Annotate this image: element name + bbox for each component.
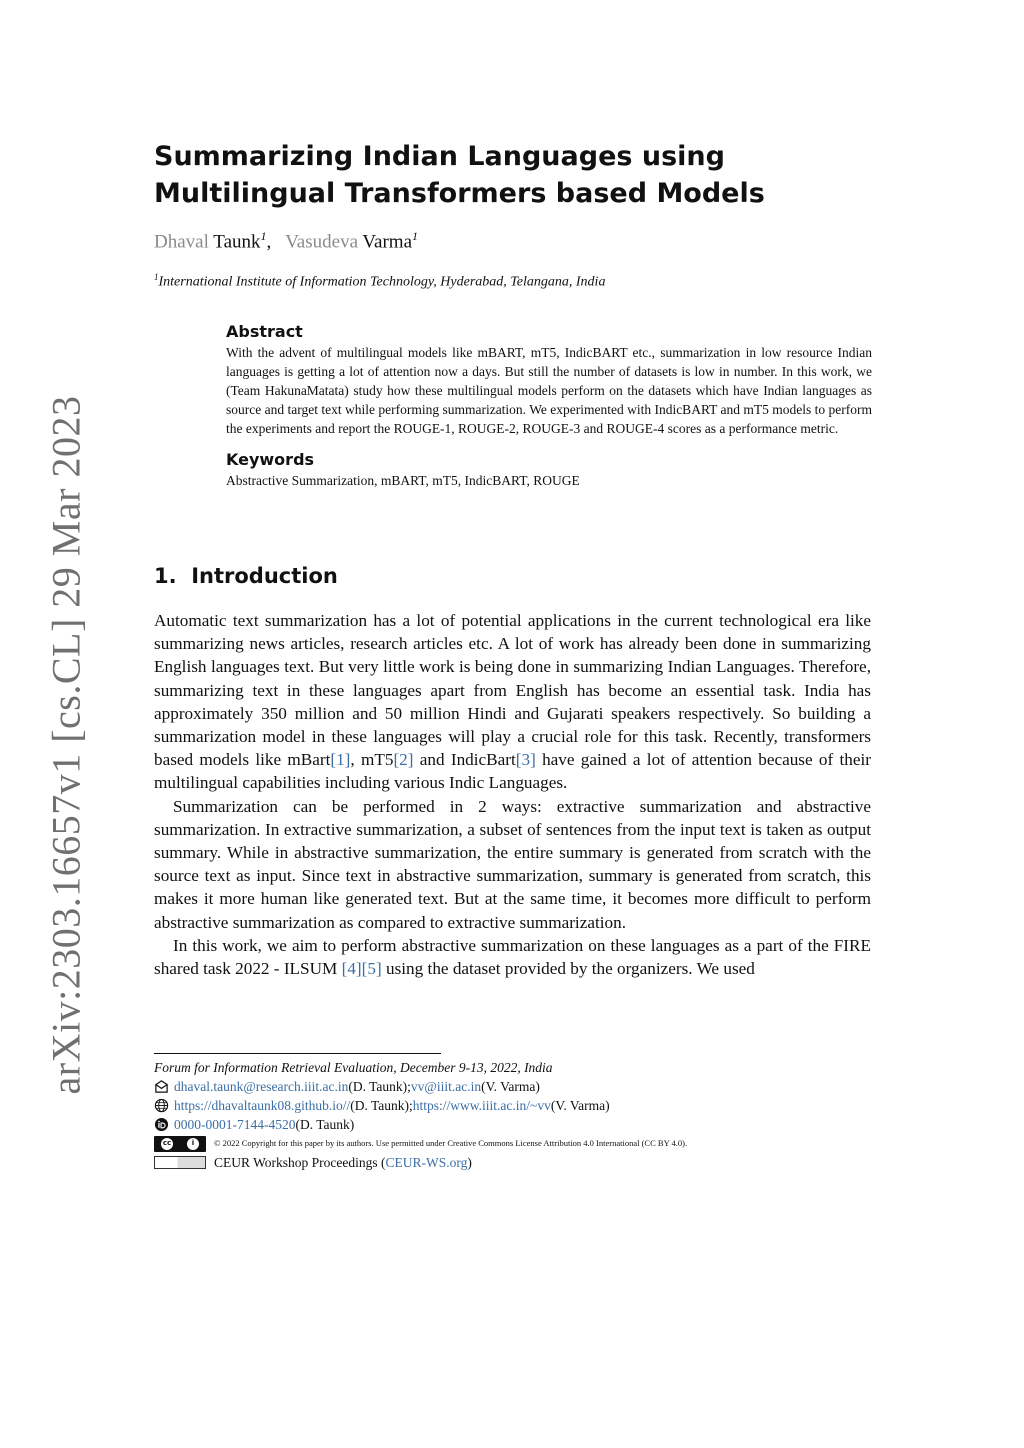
affiliation-text: International Institute of Information Technology, Hyderabad, Telangana, India [158,274,606,290]
ceur-logo-icon [154,1156,206,1169]
event-line: Forum for Information Retrieval Evaluation, December 9-13, 2022, India [154,1060,553,1075]
affiliation [154,272,605,291]
affiliation-mark: 1 [154,272,159,282]
url-line [154,1096,914,1115]
arxiv-identifier: arXiv:2303.16657v1 [cs.CL] 29 Mar 2023 [43,395,89,1095]
paragraph-text: and IndicBart [413,750,516,770]
envelope-icon [154,1079,169,1094]
abstract-heading: Abstract [226,322,303,341]
author-affil-mark: 1 [260,229,267,243]
url-owner: (V. Varma) [550,1098,610,1113]
footnotes [154,1058,914,1172]
copyright-text: © 2022 Copyright for this paper by its authors. Use permitted under Creative Commons License Attribution 4.0 International (CC BY 4.0). [214,1138,688,1148]
keywords-text: Abstractive Summarization, mBART, mT5, IndicBART, ROUGE [226,473,580,488]
author-last-name: Varma [362,231,413,253]
citation-link[interactable]: [5] [361,959,382,979]
keywords-heading: Keywords [226,450,315,469]
section-title: Introduction [191,564,338,588]
orcid-owner: (D. Taunk) [295,1117,355,1132]
citation-link[interactable]: [4] [341,959,362,979]
author-list: Dhaval Taunk$^1$, Vasudeva Varma$^1$ [154,229,419,253]
citation-link[interactable]: [3] [515,750,536,770]
citation-link[interactable]: [1] [330,750,351,770]
paragraph-text: have gained a lot of attention because of their multilingual capabilities including various Indic Languages. [154,750,871,793]
paper-title: Summarizing Indian Languages using Multilingual Transformers based Models [154,141,765,209]
email-owner: (V. Varma) [481,1079,540,1094]
paragraph: Summarization can be performed in 2 ways: extractive summarization and abstractive summarization. In extractive summarization, a subset of sentences from the input text is taken as output summary. While in abstractive summarization, the entire summary is generated from scratch with the source text as input. Since text in abstractive summarization, summary is generated from scratch, this makes it more human like generated text. But at the same time, it becomes more difficult to perform abstractive summarization as compared to extractive summarization. [154,796,871,932]
email-link[interactable]: vv@iiit.ac.in [410,1079,482,1094]
orcid-line [154,1115,914,1134]
paragraph [154,609,871,795]
homepage-link[interactable]: https://www.iiit.ac.in/~vv [412,1098,551,1113]
section-number: 1. [154,564,177,588]
paragraph-text: , mT5 [350,750,394,770]
email-link[interactable]: dhaval.taunk@research.iiit.ac.in [174,1079,349,1094]
paragraph-text: Automatic text summarization has a lot of potential applications in the current technological era like summarizing news articles, research articles etc. A lot of work has already been done in summarizing English languages text. But very little work is being done in summarizing Indian Languages. Therefore, summarizing text in these languages apart from English has become an essential task. India has approximately 350 million and 50 million Hindi and Gujarati speakers respectively. So building a summarization model in these languages will play a crucial role for this task. Recently, transformers based models like mBart [154,611,871,770]
footnote-divider [154,1053,441,1054]
abstract-section [226,322,872,490]
abstract-text: With the advent of multilingual models like mBART, mT5, IndicBART etc., summarization in low resource Indian languages is getting a lot of attention now a days. But still the number of datasets is low in number. In this work, we (Team HakunaMatata) study how these multilingual models perform on the datasets which have Indian languages as source and target text while performing summarization. We experimented with IndicBART and mT5 models to perform the experiments and report the ROUGE-1, ROUGE-2, ROUGE-3 and ROUGE-4 scores as a performance metric. [226,345,872,436]
ceur-text-end: ) [467,1155,472,1170]
citation-link[interactable]: [2] [393,750,414,770]
cc-by-license-icon: cc i [154,1136,206,1152]
ceur-text: CEUR Workshop Proceedings ( [214,1155,386,1170]
author-first-name: Vasudeva [285,231,358,253]
email-owner: (D. Taunk); [348,1079,411,1094]
globe-icon [154,1098,169,1113]
email-line [154,1077,914,1096]
author-last-name: Taunk [213,231,261,253]
paragraph-text: In this work, we aim to perform abstractive summarization on these languages as a part of the FIRE shared task 2022 - ILSUM [154,935,871,979]
author-affil-mark: 1 [412,229,419,243]
paragraph [154,934,871,980]
orcid-icon [154,1117,169,1132]
paragraph-text: using the dataset provided by the organizers. We used [381,959,755,979]
ceur-line [154,1153,914,1172]
author-first-name: Dhaval [154,231,209,253]
homepage-link[interactable]: https://dhavaltaunk08.github.io// [174,1098,351,1113]
section-heading [154,564,338,588]
ceur-link[interactable]: CEUR-WS.org [385,1155,468,1170]
license-line [154,1134,914,1153]
url-owner: (D. Taunk); [350,1098,413,1113]
intro-body [154,609,871,980]
orcid-link[interactable]: 0000-0001-7144-4520 [174,1117,296,1132]
